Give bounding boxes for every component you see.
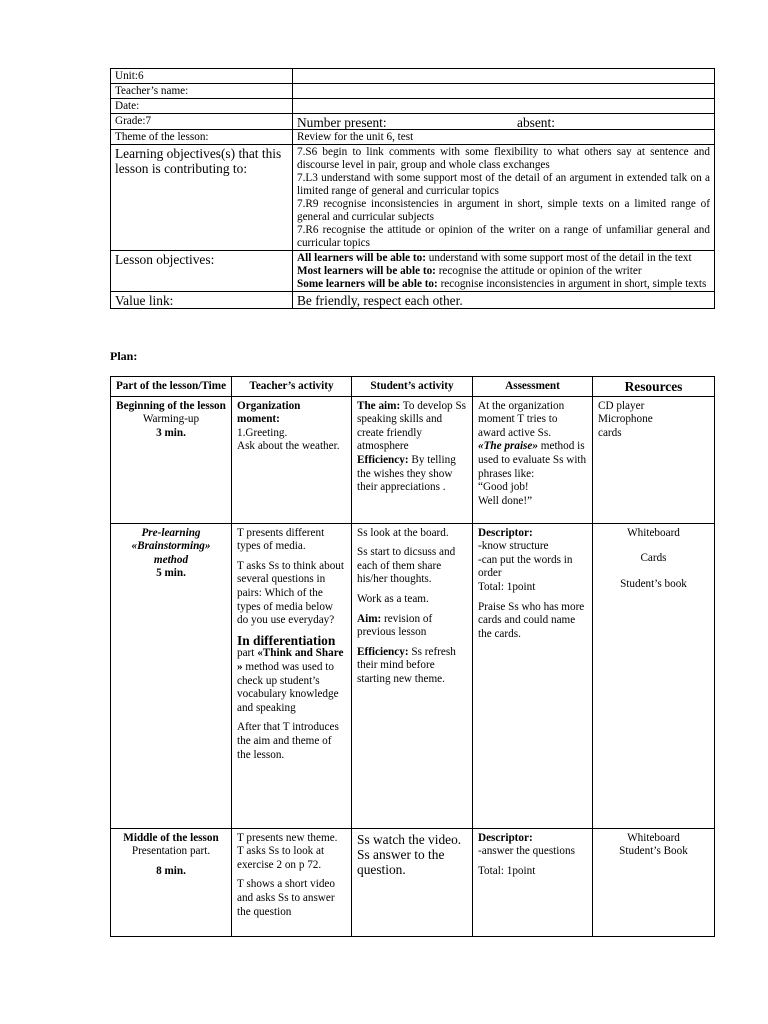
learning-objectives-label: Learning objectives(s) that this lesson is contributing to: xyxy=(111,145,293,251)
resources-cell xyxy=(593,828,715,936)
value-link-label: Value link: xyxy=(111,292,293,309)
objective-item: 7.R6 recognise the attitude or opinion of the writer on a range of unfamiliar general and curricular topics xyxy=(297,224,710,249)
resource-item: Microphone xyxy=(598,413,653,426)
theme-value: Review for the unit 6, test xyxy=(293,130,715,145)
plan-heading: Plan: xyxy=(110,349,138,363)
resource-item: Student’s Book xyxy=(619,845,688,858)
teacher-cell: T presents new theme. T asks Ss to look at exercise 2 on p 72. T shows a short video and asks Ss to answer the question xyxy=(232,828,352,936)
teacher-cell: Organization moment: 1.Greeting. Ask about the weather. xyxy=(232,396,352,523)
grade-row xyxy=(111,114,715,130)
resource-item: CD player xyxy=(598,399,645,412)
value-link-text: Be friendly, respect each other. xyxy=(293,292,715,309)
assessment-cell: At the organization moment T tries to award active Ss. «The praise» method is used to evaluate Ss with phrases like: “Good job! Well done!” xyxy=(473,396,593,523)
date-label: Date: xyxy=(111,99,293,114)
value-link-row xyxy=(111,292,715,309)
theme-row xyxy=(111,130,715,145)
teacher-label: Teacher’s name: xyxy=(111,84,293,99)
resource-item: Whiteboard xyxy=(627,831,680,844)
header-student: Student’s activity xyxy=(352,377,473,397)
resource-item: Student’s book xyxy=(620,577,687,590)
objective-item: 7.S6 begin to link comments with some flexibility to what others say at sentence and discourse level in pair, group and whole class exchanges xyxy=(297,146,710,171)
theme-label: Theme of the lesson: xyxy=(111,130,293,145)
number-present-label: Number present: xyxy=(297,115,387,130)
resources-cell xyxy=(593,396,715,523)
unit-row xyxy=(111,69,715,84)
resource-item: Whiteboard xyxy=(627,526,680,539)
lesson-info-table xyxy=(110,68,715,309)
date-value xyxy=(293,99,715,114)
grade-label: Grade:7 xyxy=(111,114,293,130)
resource-item: cards xyxy=(598,426,622,439)
resource-item: Cards xyxy=(640,552,667,565)
student-cell: Ss watch the video. Ss answer to the question. xyxy=(352,828,473,936)
plan-row-beginning xyxy=(111,396,715,523)
lesson-objectives-label: Lesson objectives: xyxy=(111,251,293,292)
unit-value xyxy=(293,69,715,84)
header-part: Part of the lesson/Time xyxy=(111,377,232,397)
lesson-plan-table xyxy=(110,376,715,937)
student-cell: The aim: To develop Ss speaking skills and create friendly atmosphere Efficiency: By telling the wishes they show their appreciations . xyxy=(352,396,473,523)
plan-row-pre-learning xyxy=(111,523,715,828)
part-cell: Middle of the lesson Presentation part. 8 min. xyxy=(111,828,232,936)
all-learners: All learners will be able to: understand with some support most of the detail in the text xyxy=(297,252,692,264)
part-cell: Pre-learning «Brainstorming» method 5 min. xyxy=(111,523,232,828)
absent-label: absent: xyxy=(517,115,555,130)
assessment-cell: Descriptor: -know structure -can put the words in order Total: 1point Praise Ss who has more cards and could name the cards. xyxy=(473,523,593,828)
learning-objectives-row xyxy=(111,145,715,251)
teacher-row xyxy=(111,84,715,99)
lesson-objectives-list xyxy=(293,251,715,292)
some-learners: Some learners will be able to: recognise inconsistencies in argument in short, simple texts xyxy=(297,278,707,290)
objective-item: 7.L3 understand with some support most of the detail of an argument in extended talk on a limited range of general and curricular topics xyxy=(297,172,710,197)
teacher-cell: T presents different types of media. T asks Ss to think about several questions in pairs: Which of the types of media below do you use everyday? In differentiation part «Think and Share » method was used to check up student’s vocabulary knowledge and speaking After that T introduces the aim and theme of the lesson. xyxy=(232,523,352,828)
part-cell: Beginning of the lesson Warming-up 3 min. xyxy=(111,396,232,523)
header-assessment: Assessment xyxy=(473,377,593,397)
learning-objectives-list xyxy=(293,145,715,251)
plan-row-middle xyxy=(111,828,715,936)
resources-cell xyxy=(593,523,715,828)
plan-header-row xyxy=(111,377,715,397)
most-learners: Most learners will be able to: recognise the attitude or opinion of the writer xyxy=(297,265,642,277)
header-resources: Resources xyxy=(593,377,715,397)
lesson-objectives-row xyxy=(111,251,715,292)
objective-item: 7.R9 recognise inconsistencies in argument in short, simple texts on a limited range of general and curricular subjects xyxy=(297,198,710,223)
assessment-cell: Descriptor: -answer the questions Total: 1point xyxy=(473,828,593,936)
unit-label: Unit:6 xyxy=(111,69,293,84)
date-row xyxy=(111,99,715,114)
student-cell: Ss look at the board. Ss start to dicsuss and each of them share his/her thoughts. Work as a team. Aim: revision of previous lesson Efficiency: Ss refresh their mind before starting new theme. xyxy=(352,523,473,828)
teacher-value xyxy=(293,84,715,99)
header-teacher: Teacher’s activity xyxy=(232,377,352,397)
attendance-cell xyxy=(293,114,715,130)
